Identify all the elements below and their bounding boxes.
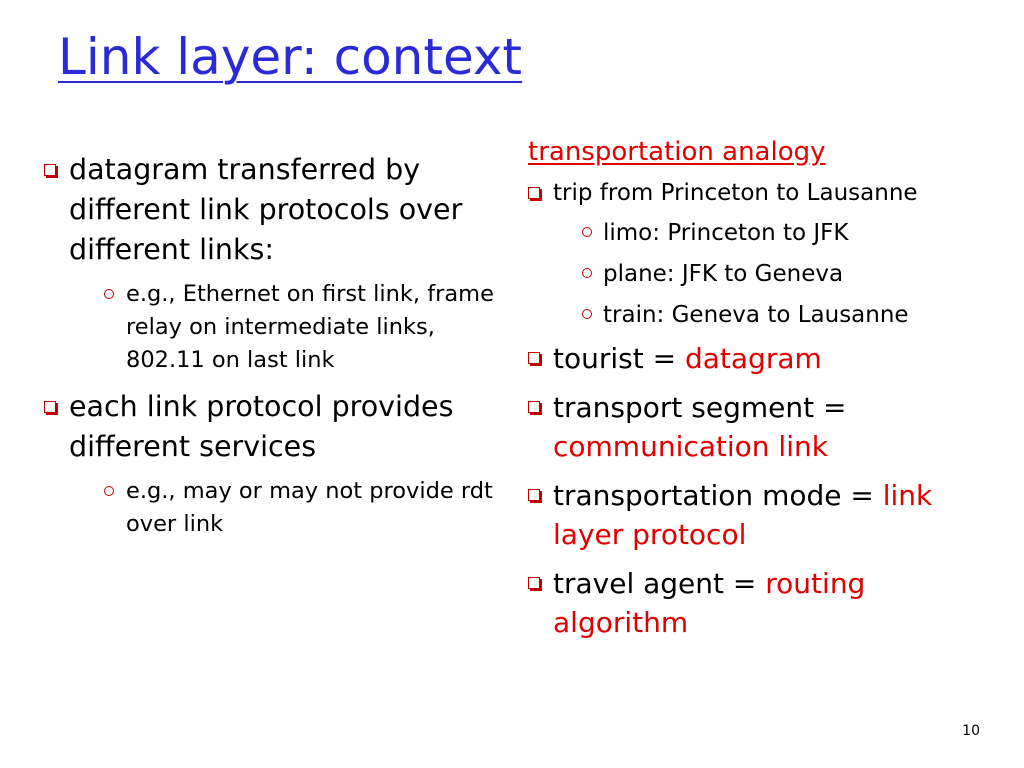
circle-bullet-icon <box>104 486 114 496</box>
sub-bullet-item <box>582 216 998 250</box>
mapping-item <box>528 339 998 378</box>
mapping-term: transportation mode = <box>553 479 883 512</box>
bullet-item <box>44 387 496 467</box>
mapping-term: transport segment = <box>553 391 847 424</box>
mapping-text <box>553 339 822 378</box>
circle-bullet-icon <box>104 289 114 299</box>
mapping-text <box>553 564 998 642</box>
bullet-text: trip from Princeton to Lausanne <box>553 180 918 206</box>
circle-bullet-icon <box>582 227 592 237</box>
square-bullet-icon <box>528 352 540 364</box>
mapping-item <box>528 564 998 642</box>
mapping-item <box>528 476 998 554</box>
mapping-value: link layer protocol <box>553 479 933 551</box>
mapping-item <box>528 388 998 466</box>
square-bullet-icon <box>44 164 56 176</box>
square-bullet-icon <box>528 577 540 589</box>
mapping-value: routing algorithm <box>553 567 866 639</box>
mapping-term: travel agent = <box>553 567 766 600</box>
sub-bullet-text: train: Geneva to Lausanne <box>603 302 909 328</box>
bullet-text: datagram transferred by different link protocols over different links: <box>69 153 463 266</box>
bullet-item <box>44 150 496 270</box>
sub-bullet-item <box>582 298 998 332</box>
square-bullet-icon <box>528 489 540 501</box>
square-bullet-icon <box>528 187 540 199</box>
bullet-item <box>528 176 998 210</box>
mapping-value: datagram <box>684 342 822 375</box>
mapping-text <box>553 476 998 554</box>
right-column <box>528 134 998 652</box>
mapping-text <box>553 388 998 466</box>
sub-bullet-item <box>582 257 998 291</box>
sub-bullet-text: e.g., Ethernet on first link, frame relay on intermediate links, 802.11 on last link <box>126 281 494 373</box>
circle-bullet-icon <box>582 268 592 278</box>
circle-bullet-icon <box>582 309 592 319</box>
sub-bullet-item <box>104 278 496 377</box>
slide-title: Link layer: context <box>58 28 523 86</box>
sub-bullet-text: limo: Princeton to JFK <box>603 220 849 246</box>
mapping-value: communication link <box>553 430 828 463</box>
mapping-term: tourist = <box>553 342 685 375</box>
left-column <box>44 150 496 551</box>
page-number: 10 <box>962 723 980 739</box>
sub-bullet-item <box>104 475 496 541</box>
sub-bullet-text: plane: JFK to Geneva <box>603 261 844 287</box>
sub-bullet-text: e.g., may or may not provide rdt over link <box>126 478 493 537</box>
bullet-text: each link protocol provides different services <box>69 390 454 463</box>
square-bullet-icon <box>44 401 56 413</box>
square-bullet-icon <box>528 401 540 413</box>
analogy-heading: transportation analogy <box>528 137 826 167</box>
